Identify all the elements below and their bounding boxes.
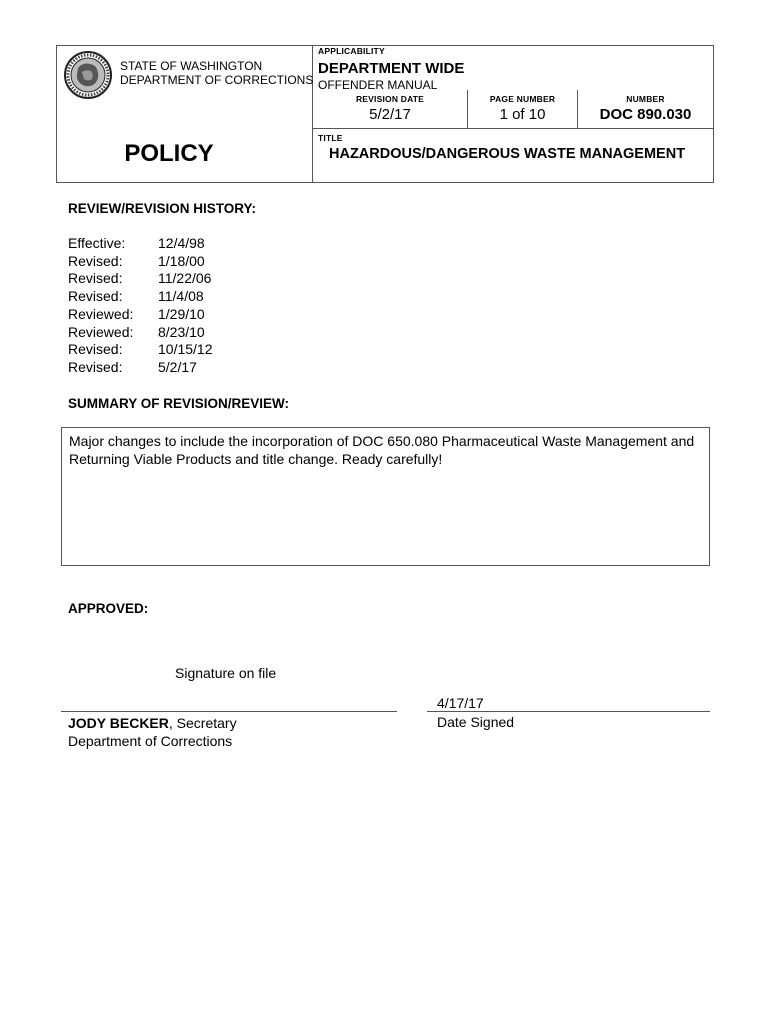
history-entry	[68, 306, 213, 324]
revision-date-value: 5/2/17	[369, 106, 411, 123]
history-date: 5/2/17	[158, 358, 197, 375]
policy-header-table	[56, 45, 714, 183]
history-entry	[68, 235, 213, 253]
history-label: Reviewed:	[68, 323, 134, 340]
signer-title: , Secretary	[168, 715, 237, 731]
page-number-caption: PAGE NUMBER	[489, 94, 556, 104]
signer-block	[68, 714, 237, 750]
history-label: Reviewed:	[68, 305, 134, 322]
agency-name	[120, 59, 313, 87]
number-caption: NUMBER	[626, 94, 665, 104]
history-entry	[68, 341, 213, 359]
history-label: Revised:	[68, 288, 123, 305]
title-caption: TITLE	[318, 133, 343, 143]
signature-line	[61, 711, 397, 712]
agency-line-1: STATE OF WASHINGTON	[120, 59, 263, 73]
applicability-value: DEPARTMENT WIDE	[318, 60, 465, 77]
summary-heading: SUMMARY OF REVISION/REVIEW:	[68, 396, 290, 411]
history-date: 1/29/10	[158, 305, 205, 322]
summary-box	[61, 427, 710, 566]
date-line	[427, 711, 710, 712]
history-list	[68, 235, 213, 377]
signer-name: JODY BECKER	[68, 715, 169, 731]
document-title: HAZARDOUS/DANGEROUS WASTE MANAGEMENT	[329, 146, 686, 162]
history-heading: REVIEW/REVISION HISTORY:	[68, 201, 257, 216]
signer-organization: Department of Corrections	[68, 733, 233, 749]
history-date: 11/4/08	[158, 288, 204, 305]
history-label: Revised:	[68, 358, 123, 375]
washington-state-seal-icon	[63, 50, 113, 100]
history-date: 11/22/06	[158, 270, 212, 287]
history-date: 12/4/98	[158, 235, 205, 251]
history-label: Effective:	[68, 235, 126, 251]
history-date: 1/18/00	[158, 252, 205, 269]
history-entry	[68, 288, 213, 306]
history-label: Revised:	[68, 252, 123, 269]
date-signed-label: Date Signed	[437, 714, 515, 730]
document-type: POLICY	[124, 140, 214, 167]
history-entry	[68, 359, 213, 377]
page-number-value: 1 of 10	[499, 106, 546, 123]
approved-heading: APPROVED:	[68, 601, 149, 616]
revision-date-caption: REVISION DATE	[355, 94, 425, 104]
history-entry	[68, 324, 213, 342]
history-entry	[68, 253, 213, 271]
summary-text: Major changes to include the incorporation of DOC 650.080 Pharmaceutical Waste Management and Returning Viable Products and title change. Ready carefully!	[69, 433, 695, 467]
history-label: Revised:	[68, 270, 123, 287]
applicability-subvalue: OFFENDER MANUAL	[318, 78, 438, 92]
document-number-value: DOC 890.030	[599, 106, 692, 123]
history-date: 10/15/12	[158, 341, 213, 358]
signed-date: 4/17/17	[437, 695, 484, 711]
applicability-caption: APPLICABILITY	[318, 46, 385, 56]
history-date: 8/23/10	[158, 323, 205, 340]
header-divider	[313, 128, 713, 129]
history-entry	[68, 270, 213, 288]
history-label: Revised:	[68, 341, 123, 358]
signature-text: Signature on file	[175, 665, 277, 681]
agency-line-2: DEPARTMENT OF CORRECTIONS	[120, 73, 314, 87]
